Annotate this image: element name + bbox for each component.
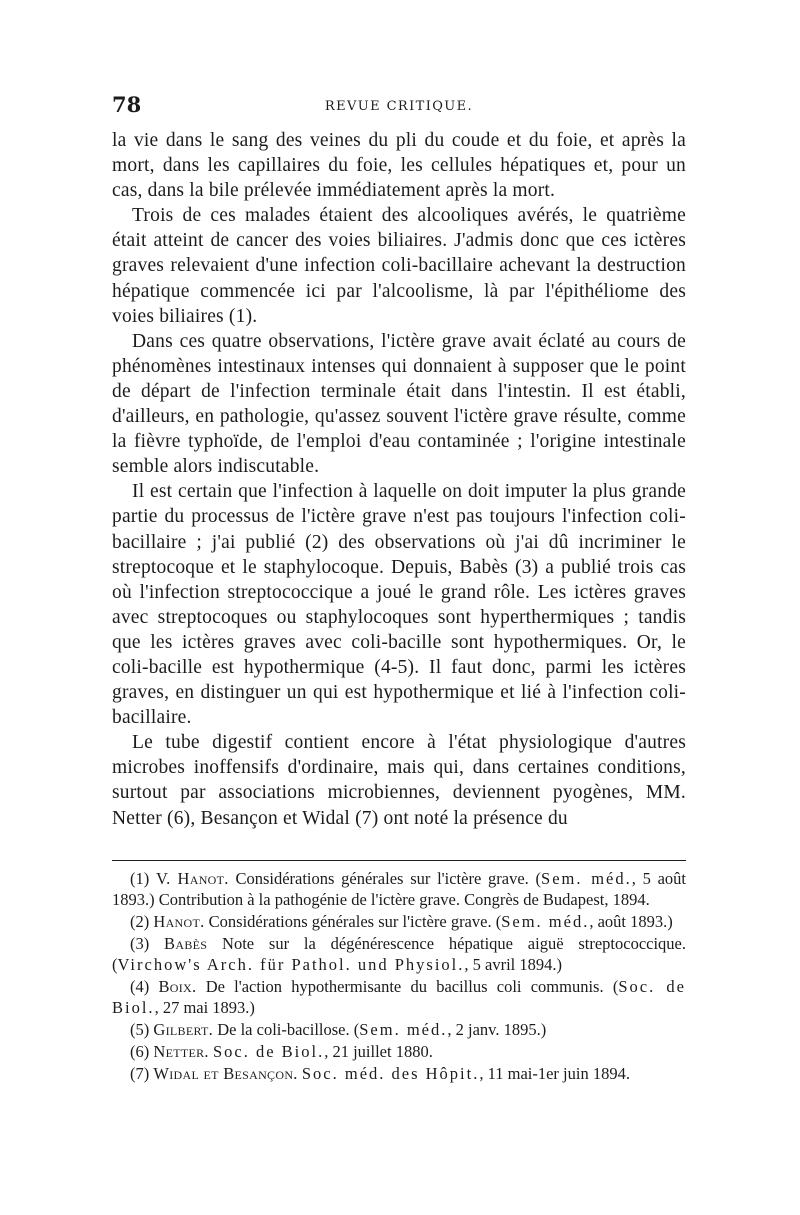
footnote-author: V. Hanot. [155, 869, 229, 888]
footnote-6 [112, 1041, 686, 1062]
footnote-number: (4) [130, 976, 150, 996]
paragraph-3: Dans ces quatre observations, l'ictère grave avait éclaté au cours de phénomènes intestinaux intenses qui donnaient à supposer que le point de départ de l'infection terminale était dans l'intestin. Il est établi, d'ailleurs, en pathologie, qu'assez souvent l'ictère grave résulte, comme la fièvre typhoïde, de l'emploi d'eau contaminée ; l'origine intestinale semble alors indiscutable. [112, 330, 686, 478]
footnote-number: (1) [130, 869, 150, 888]
footnote-number: (2) [130, 912, 150, 932]
paragraph-2: Trois de ces malades étaient des alcooliques avérés, le quatrième était atteint de cancer des voies biliaires. J'admis donc que ces ictères graves relevaient d'une infection coli-bacillaire achevant la destruction hépatique commencée ici par l'alcoolisme, là par l'épithéliome des voies biliaires (1). [112, 205, 686, 327]
page-number: 78 [112, 92, 142, 117]
footnote-3 [112, 933, 686, 976]
footnote-journal: Soc. de Biol. [112, 976, 687, 1018]
footnote-7 [112, 1063, 686, 1084]
footnote-divider [112, 860, 686, 861]
footnote-number: (7) [130, 1063, 150, 1083]
footnote-text: , 5 août 1893.) Contribution à la pathogénie de l'ictère grave. Congrès de Budapest, 1894. [112, 869, 686, 910]
footnote-journal: Soc. de Biol. [212, 1041, 325, 1061]
paragraph-4: Il est certain que l'infection à laquelle on doit imputer la plus grande partie du processus de l'ictère grave n'est pas toujours l'infection coli-bacillaire ; j'ai publié (2) des observations où j'ai dû incriminer le streptocoque et le staphylocoque. Depuis, Babès (3) a publié trois cas où l'infection streptococcique a joué le grand rôle. Les ictères graves avec streptocoques ou staphylocoques sont hyperthermiques ; tandis que les ictères graves avec coli-bacille sont hypothermiques. Or, le coli-bacille est hypothermique (4-5). Il faut donc, parmi les ictères graves, en distinguer un qui est hypothermique et lié à l'infection coli-bacillaire. [112, 481, 686, 729]
footnote-journal: Sem. méd. [359, 1020, 448, 1040]
footnote-number: (3) [130, 933, 150, 953]
footnote-text: Note sur la dégénérescence hépatique aiguë streptococcique. ( [112, 933, 686, 975]
footnote-journal: Virchow's Arch. für Pathol. und Physiol. [117, 955, 465, 975]
footnote-text: , 2 janv. 1895.) [447, 1020, 547, 1040]
footnote-author: Hanot. [153, 912, 205, 932]
footnote-author: Gilbert. [153, 1020, 214, 1040]
footnote-journal: Sem. méd. [501, 912, 590, 932]
footnote-text: Considérations générales sur l'ictère grave. ( [235, 869, 542, 888]
footnote-author: Boix. [158, 976, 197, 996]
footnote-text: , 27 mai 1893.) [154, 998, 255, 1018]
footnote-1 [112, 868, 686, 911]
footnote-number: (6) [130, 1041, 150, 1061]
footnote-4 [112, 976, 686, 1019]
page-header [112, 92, 686, 122]
footnote-text: , 21 juillet 1880. [324, 1041, 433, 1061]
footnote-text: , 5 avril 1894.) [464, 955, 562, 975]
footnote-text: De l'action hypothermisante du bacillus coli communis. ( [205, 976, 619, 996]
footnote-text: De la coli-bacillose. ( [217, 1020, 360, 1040]
footnotes [112, 868, 686, 1084]
running-title: REVUE CRITIQUE. [324, 99, 474, 114]
footnote-number: (5) [130, 1020, 150, 1040]
footnote-text: , 11 mai-1er juin 1894. [479, 1063, 630, 1083]
paragraph-5: Le tube digestif contient encore à l'état physiologique d'autres microbes inoffensifs d'ordinaire, mais qui, dans certaines conditions, surtout par associations microbiennes, deviennent pyogènes, MM. Netter (6), Besançon et Widal (7) ont noté la présence du [112, 732, 686, 829]
footnote-5 [112, 1019, 686, 1040]
footnote-text: , août 1893.) [589, 912, 673, 932]
footnote-author: Netter. [153, 1041, 209, 1061]
footnote-journal: Sem. méd. [541, 869, 632, 888]
main-text [112, 128, 686, 831]
footnote-text: Considérations générales sur l'ictère grave. ( [208, 912, 502, 932]
footnote-author: Babès [164, 933, 208, 953]
footnote-author: Widal et Besançon. [153, 1063, 298, 1083]
footnote-2 [112, 911, 686, 932]
paragraph-1: la vie dans le sang des veines du pli du coude et du foie, et après la mort, dans les capillaires du foie, les cellules hépatiques et, pour un cas, dans la bile prélevée immédiatement après la mort. [112, 130, 686, 202]
footnote-journal: Soc. méd. des Hôpit. [301, 1063, 480, 1083]
